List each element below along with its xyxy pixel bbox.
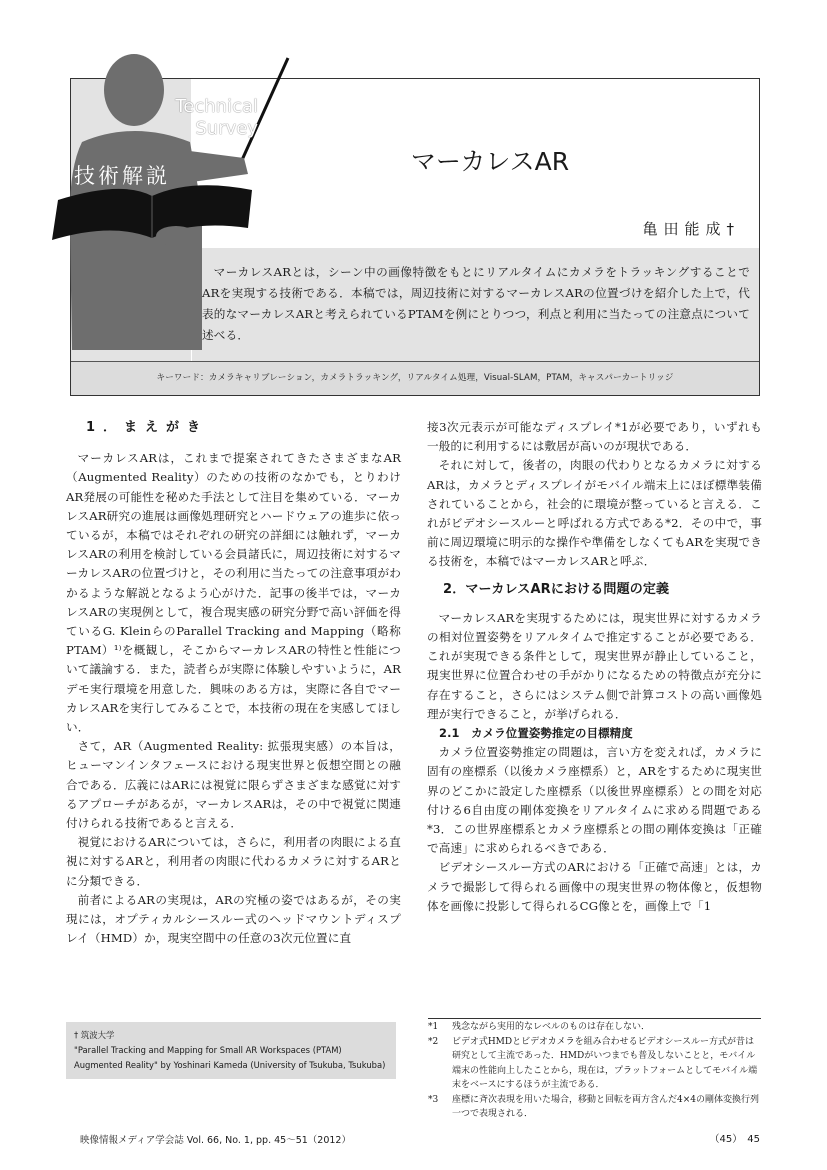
paragraph: それに対して，後者の，肉眼の代わりとなるカメラに対するARは，カメラとディスプレイがモバイル端末上にほぼ標準装備されていることから，社会的に環境が整っていると言える．これがビデオシースルーと呼ばれる方式である*2．その中で，事前に周辺環境に明示的な操作や準備をしなくてもARを実現できる技術を，本稿ではマーカレスARと呼ぶ． [427,458,762,569]
paragraph: マーカレスARは，これまで提案されてきたさまざまなAR（Augmented Reality）のための技術のなかでも，とりわけAR発展の可能性を秘めた手法として注目を集めている．マーカレスAR研究の進展は画像処理研究とハードウェアの進歩に依っているが，本稿ではそれぞれの研究の詳細には触れず，マーカレスARの利用を検討している会員諸氏に，周辺技術に対するマーカレスARの位置づけと，その利用に当たっての注意事項がわかるような解説となるよう心がけた．記事の後半では，マーカレスARの実現例として，複合現実感の研究分野で高い評価を得ているG. KleinらのParallel Tracking and Mapping（略称PTAM）¹⁾を概観し，そこからマーカレスARの特性と性能について議論する．また，読者らが実際に体験しやすいように，ARデモ実行環境を用意した．興味のある方は，実際に各自でマーカレスARを実行してみることで，本技術の現在を実感してほしい． [66,451,401,735]
section-2-heading: 2．マーカレスARにおける問題の定義 [443,581,670,597]
footnote [428,1020,761,1035]
badge-english-label: Technical Survey [175,96,258,139]
paragraph: マーカレスARを実現するためには，現実世界に対するカメラの相対位置姿勢をリアルタイムで推定することが必要である．これが実現できる条件として，現実世界が静止していること，現実世界に位置合わせの手がかりになるための特徴点が充分に存在すること，さらにはシステム側で計算コストの高い画像処理が実行できること，が挙げられる． [427,610,762,721]
footnotes [428,1020,761,1122]
abstract-text: マーカレスARとは，シーン中の画像特徴をもとにリアルタイムにカメラをトラッキングすることでARを実現する技術である．本稿では，周辺技術に対するマーカレスARの位置づけを紹介した上で，代表的なマーカレスARと考えられているPTAMを例にとりつつ，利点と利用に当たっての注意点について述べる． [202,265,750,342]
footnote [428,1035,761,1093]
paragraph: 視覚におけるARについては，さらに，利用者の肉眼による直視に対するARと，利用者の肉眼に代わるカメラに対するARとに分類できる． [66,835,401,888]
footnote-divider [428,1018,761,1019]
page-number: （45） 45 [709,1134,760,1145]
affiliation-box [66,1022,396,1079]
paragraph: さて，AR（Augmented Reality: 拡張現実感）の本旨は，ヒューマンインタフェースにおける現実世界と仮想空間との融合である．広義にはARには視覚に限らずさまざまな感覚に対するアプローチがあるが，マーカレスARは，その中で視覚に関連付けられる技術であると言える． [66,739,401,831]
footnote-text: 残念ながら実用的なレベルのものは存在しない． [452,1022,651,1032]
subsection-2-1-heading: 2.1 カメラ位置姿勢推定の目標精度 [439,726,633,741]
paragraph: 接3次元表示が可能なディスプレイ*1が必要であり，いずれも一般的に利用するには敷居が高いのが現状である． [427,420,762,454]
footnote-mark: *2 [428,1036,439,1047]
keywords-bar: キーワード：カメラキャリブレーション，カメラトラッキング，リアルタイム処理，Visual-SLAM，PTAM，キャスパーカートリッジ [71,361,759,395]
badge-japanese-label: 技術解説 [74,164,170,188]
author-name: 亀田能成† [642,220,740,238]
article-title: マーカレスAR [410,147,570,176]
paragraph: ビデオシースルー方式のARにおける「正確で高速」とは，カメラで撮影して得られる画像中の現実世界の物体像と，仮想物体を画像に投影して得られるCG像とを，画像上で「1 [427,860,762,913]
footnote [428,1093,761,1122]
left-column [66,418,401,948]
journal-citation: 映像情報メディア学会誌 Vol. 66, No. 1, pp. 45〜51（2012） [80,1135,351,1146]
footnote-text: 座標に斉次表現を用いた場合，移動と回転を両方含んだ4×4の剛体変換行列一つで表現される． [452,1094,759,1119]
footnote-text: ビデオ式HMDとビデオカメラを組み合わせるビデオシースルー方式が昔は研究として主流であった．HMDがいつまでも普及しないことと，モバイル端末の性能向上したことから，現在は，プラットフォームとしてモバイル端末をベースにするほうが主流である． [452,1036,758,1090]
footnote-mark: *1 [428,1022,439,1032]
paragraph: 前者によるARの実現は，ARの究極の姿ではあるが，その実現には，オプティカルシースルー式のヘッドマウントディスプレイ（HMD）か，現実空間中の任意の3次元位置に直 [66,892,401,946]
footnote-mark: *3 [428,1094,439,1105]
section-1-heading: 1．まえがき [86,420,209,435]
paragraph: カメラ位置姿勢推定の問題は，言い方を変えれば，カメラに固有の座標系（以後カメラ座標系）と，ARをするために現実世界のどこかに設定した座標系（以後世界座標系）との間を対応付ける6自由度の剛体変換をリアルタイムに求める問題である*3．この世界座標系とカメラ座標系との間の剛体変換は「正確で高速」に求められるべきである． [427,745,762,856]
affiliation-english: "Parallel Tracking and Mapping for Small AR Workspaces (PTAM) Augmented Reality" by Yoshinari Kameda (University of Tsukuba, Tsukuba) [74,1045,386,1070]
right-column [427,418,762,916]
affiliation-line: † 筑波大学 [74,1030,115,1040]
